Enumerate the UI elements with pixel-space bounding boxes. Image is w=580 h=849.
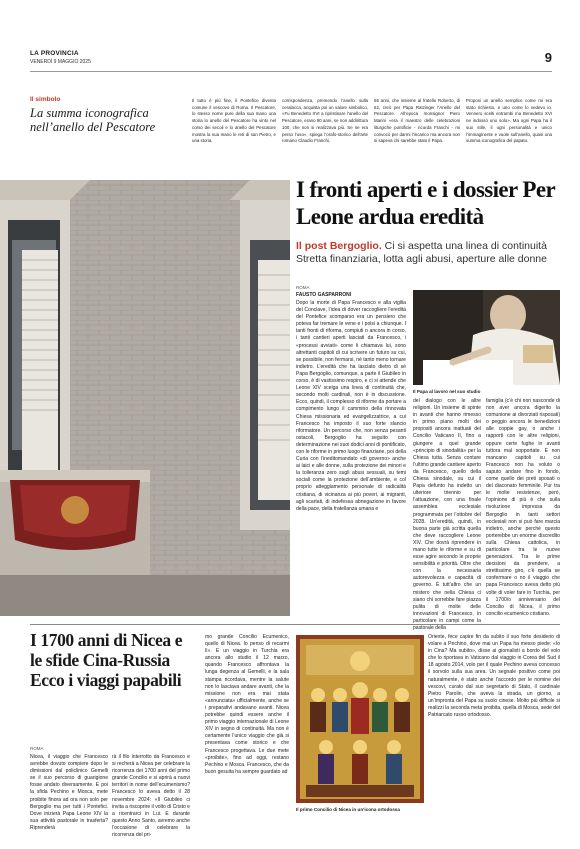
section-divider — [30, 624, 560, 625]
subheadline-text: Ci si aspetta una linea di continuità Stretta finanziaria, lotta agli abusi, aperture alle donne — [296, 240, 547, 265]
masthead — [30, 50, 552, 72]
bottom-column-4: Oriente, fece capire fin da subito il suo forte desiderio di volare a Pechino, dove mai un Papa ha messo piede: «Io in Cina? Ma subito», disse ai giornalisti a bordo del volo che lo riportava in Vaticano dal viaggio in Corea del Sud il 18 agosto 2014, volo per il quale Pechino aveva concesso il sorvolo sulla sua area. Un segnale positivo come poi naturalmente, è stato anche l’accordo per le nomine dei vescovi, curato dal suo segretario di Stato, il cardinale Pietro Parolin, che aveva la strada, un giorno, a un’impronta del Papa su suolo cinese. Molto più difficile si realizzi la seconda meta proibita, quella di Mosca, sede del Patriarcato russo ortodosso. — [428, 634, 560, 719]
subheadline-kicker: Il post Bergoglio. — [296, 240, 382, 252]
sidebar-column-4: Proposi un anello semplice come mi era stato richiesto, e uno come lo vedevo io. Vennero scelti entrambi ma Benedetto XVI ne indossò uno solo». Ma ogni Papa ha il suo stile, il ogni personalità e unico l’immaginente e vuole sull’anello, quasi una summa iconografica del papato. — [466, 98, 552, 144]
pope-photo-caption: Il Papa al lavoro nel suo studio — [413, 389, 481, 394]
orthodox-icon-illustration — [296, 635, 424, 803]
article-column-3: famiglia (c’è chi non nasconde di non aver ancora digerito la comunione ai divorziati risposati) o peggio ancora le benedizioni alle coppie gay, o anche i rapporti con le altre religioni, oppure certe fughe in avanti tuttora mal sopportate. E non mancano capitoli su cui Francesco non ha voluto o saputo andare fino in fondo, come quello dei preti sposati o del diaconato femminile. Pur tra le molte resistenze, però, l’opinione di più è che sulla rivoluzione impressa da Bergoglio in tanti settori ecclesiali non si può fare marcia indietro, anche perché questo porterebbe un enorme discredito sulla Chiesa cattolica, in particolare tra le nuove generazioni. Tra le prime decisioni da prendere, a strettissimo giro, c’è quella se confermare o no il viaggio che papa Francesco aveva detto più volte di voler fare in Turchia, per il 1700/o anniversario del Concilio di Nicea, il primo concilio ecumenico cristiano. — [486, 398, 560, 617]
issue-date: VENERDÌ 9 MAGGIO 2025 — [30, 59, 91, 65]
sidebar-column-2: corrispondenza, premendo l’anello sulla ceralacca, acquista poi un valore simbolico, «Fu Benedetto XVI a ripristinare l’anello del Pescatore, erano 90 anni, se non addirittura 100, che non si realizzava più. Se ne era perso l’uso», spiega l’orafo-storico dell’arte romano Claudio Franchi, — [282, 98, 368, 144]
nicea-icon-photo — [296, 635, 424, 803]
bottom-column-2: rà il filo interrotto da Francesco e si recherà a Nicea per celebrare la ricorrenza dei 1700 anni del primo grande Concilio e si aprirà a nuovi territori in nome dell’ecumenismo? Francesco lo aveva detto il 28 novembre 2024: «Il Giubileo ci invita a riscoprire il volto di Cristo e a ricentrarci in Lui. E durante questo Anno Santo, avremo anche l’occasione di celebrare la ricorrenza del pri- — [112, 754, 190, 839]
bottom-headline: I 1700 anni di Nicea e le sfide Cina-Russia Ecco i viaggi papabili — [30, 630, 183, 690]
bottom-column-1: Nicea, il viaggio che Francesco avrebbe dovuto compiere dopo le dimissioni dal policlinico Gemelli se il suo percorso di guarigione fosse andato diversamente. E poi la sfida Pechino e Mosca, mete proibite finora ad ora non solo per Bergoglio ma per tutti i Pontefici. Dove inizierà Papa Leone XIV la sua attività pastorale in trasferta? Riprenderà — [30, 754, 108, 831]
sidebar-title: La summa iconografica nell’anello del Pescatore — [30, 106, 156, 134]
dateline-city: ROMA — [296, 285, 310, 290]
article-column-1: Dopo la morte di Papa Francesco e alla vigilia del Conclave, l’idea di dover raccogliere l’eredità del Pontefice scomparso era un pensiero che poteva far tremare le vene e i polsi a chiunque. I tanti fronti di riforma, compiuti o ancora in corso, i tanti cantieri aperti lasciati da Francesco, i «processi avviati» come li chiamava lui, sono altrettanti capitoli di cui scrivere un futuro su cui, se possibile, non fermarsi, né tanto meno tornare indietro. L’eredità che ha lasciato dietro di sé Papa Bergoglio, comunque, a parte il Giubileo in corso, è di vastissimo respiro, e ci si attende che Leone XIV scelga una linea di continuità che, secondo molti cardinali, non è in discussione. Ecco, quindi, il complesso di riforme da portare a compimento lungo il cammino della rinnovata Chiesa missionaria ed evangelizzatrice, a cui Francesco ha imposto il suo forte slancio riformatore. Un percorso che, non senza pesanti ostacoli, Bergoglio ha seguito con determinazione nei suoi dodici anni di pontificato, con le riforme in primo luogo finanziarie, poi della Curia con l’ineditomandato «di governo» anche ai laici e alle donne, sulla protezione dei minori e la tolleranza zero sugli abusi sessuali, su temi sociali come la protezione dell’ambiente, e col proprio atteggiamento personale di radicalità cristiana, di vicinanza ai più poveri, ai migranti, agli scartati, di indefessa abnegazione in favore della pace, della fratellanza umana e — [296, 300, 406, 512]
balcony-photo — [0, 180, 290, 616]
bottom-dateline-city: ROMA — [30, 746, 44, 751]
article-column-2: del dialogo con le altre religioni. Un insieme di spinte in avanti che hanno rimesso in primo piano molti dei propositi ancora inattuati del Concilio Vaticano II, fino a giungere a quel grande «principio di sinodalità» per la Chiesa tutta. Senza contare l’ultimo grande cantiere aperto da Francesco, quello della Chiesa sinodale, su cui il Papa defunto ha indetto un ulteriore triennio per l’attuazione, con una finale assemblea ecclesiale programmata per l’ottobre del 2028. Un’eredità, quindi, in buona parte già scritta quella che deve raccogliere Leone XIV. Che dovrà riprendere in mano tutte le riforme e su di esse agire secondo le proprie sensibilità e priorità. Oltre che con la necessaria autorevolezza e capacità di governo. È tutt’altro che un mistero che nella Chiesa ci siano chi sorrebbe fare piazza pulita di molte delle innovazioni di Francesco, in particolare in campi come la pastorale della — [413, 398, 481, 631]
icon-photo-caption: Il primo Concilio di Nicea in un’icona ortodossa — [296, 807, 400, 812]
byline: FAUSTO GASPARRONI — [296, 292, 352, 298]
bottom-column-3: mo grande Concilio Ecumenico, quello di Nicea. Io penso di recarmi lì». E un viaggio in Turchia era ancora allo studio il 12 marzo, quando Francesco affrontava la lunga degenza al Gemelli, e la sala stampa ricordava, mentre la salute non lo lasciava andare avanti, che la missione non era mai stata «annunciata» ufficialmente, anche se i preparativi andavano avanti. Nicea potrebbe quindi essere anche il primo viaggio internazionale di Leone XIV in segno di continuità. Ma non è certamente l’unico viaggio che già si presentava come storico e che Francesco progettava. Le due mete «proibite», fino ad oggi, restano Pechino e Mosca. Francesco, che da buon gesuita ha sempre guardato ad — [205, 634, 289, 775]
sidebar-column-3: 65 anni, che insieme al fratello Roberto, di 62, creò per Papa Ratzinger l’Anello del Pescatore. All’epoca monsignor Piero Marini «era il maestro delle celebrazioni liturgiche pontificie - ricorda Franchi - mi convocò per darmi l’incarico ma ancora non si sapeva chi sarebbe stato il Papa. — [374, 98, 460, 144]
pope-writing-illustration — [413, 290, 560, 385]
newspaper-name: LA PROVINCIA — [30, 50, 79, 57]
balcony-illustration — [0, 180, 290, 616]
main-subheadline — [296, 240, 560, 266]
main-headline: I fronti aperti e i dossier Per Leone ardua eredità — [296, 177, 555, 229]
page-number: 9 — [544, 50, 552, 65]
sidebar-kicker: Il simbolo — [30, 96, 61, 103]
sidebar-column-1: Il tutto è più fine, il Pontefice diventa comune il vescovo di Roma. Il Pescatore, lo stesso nome pure della sua mano una storia lo anello del Pescatore ha vinto nel corso dei secoli e lo anello del Pescatore mostra la sua mano le reti di san Pietro, e una storia. — [192, 98, 276, 144]
pope-photo — [413, 290, 560, 385]
